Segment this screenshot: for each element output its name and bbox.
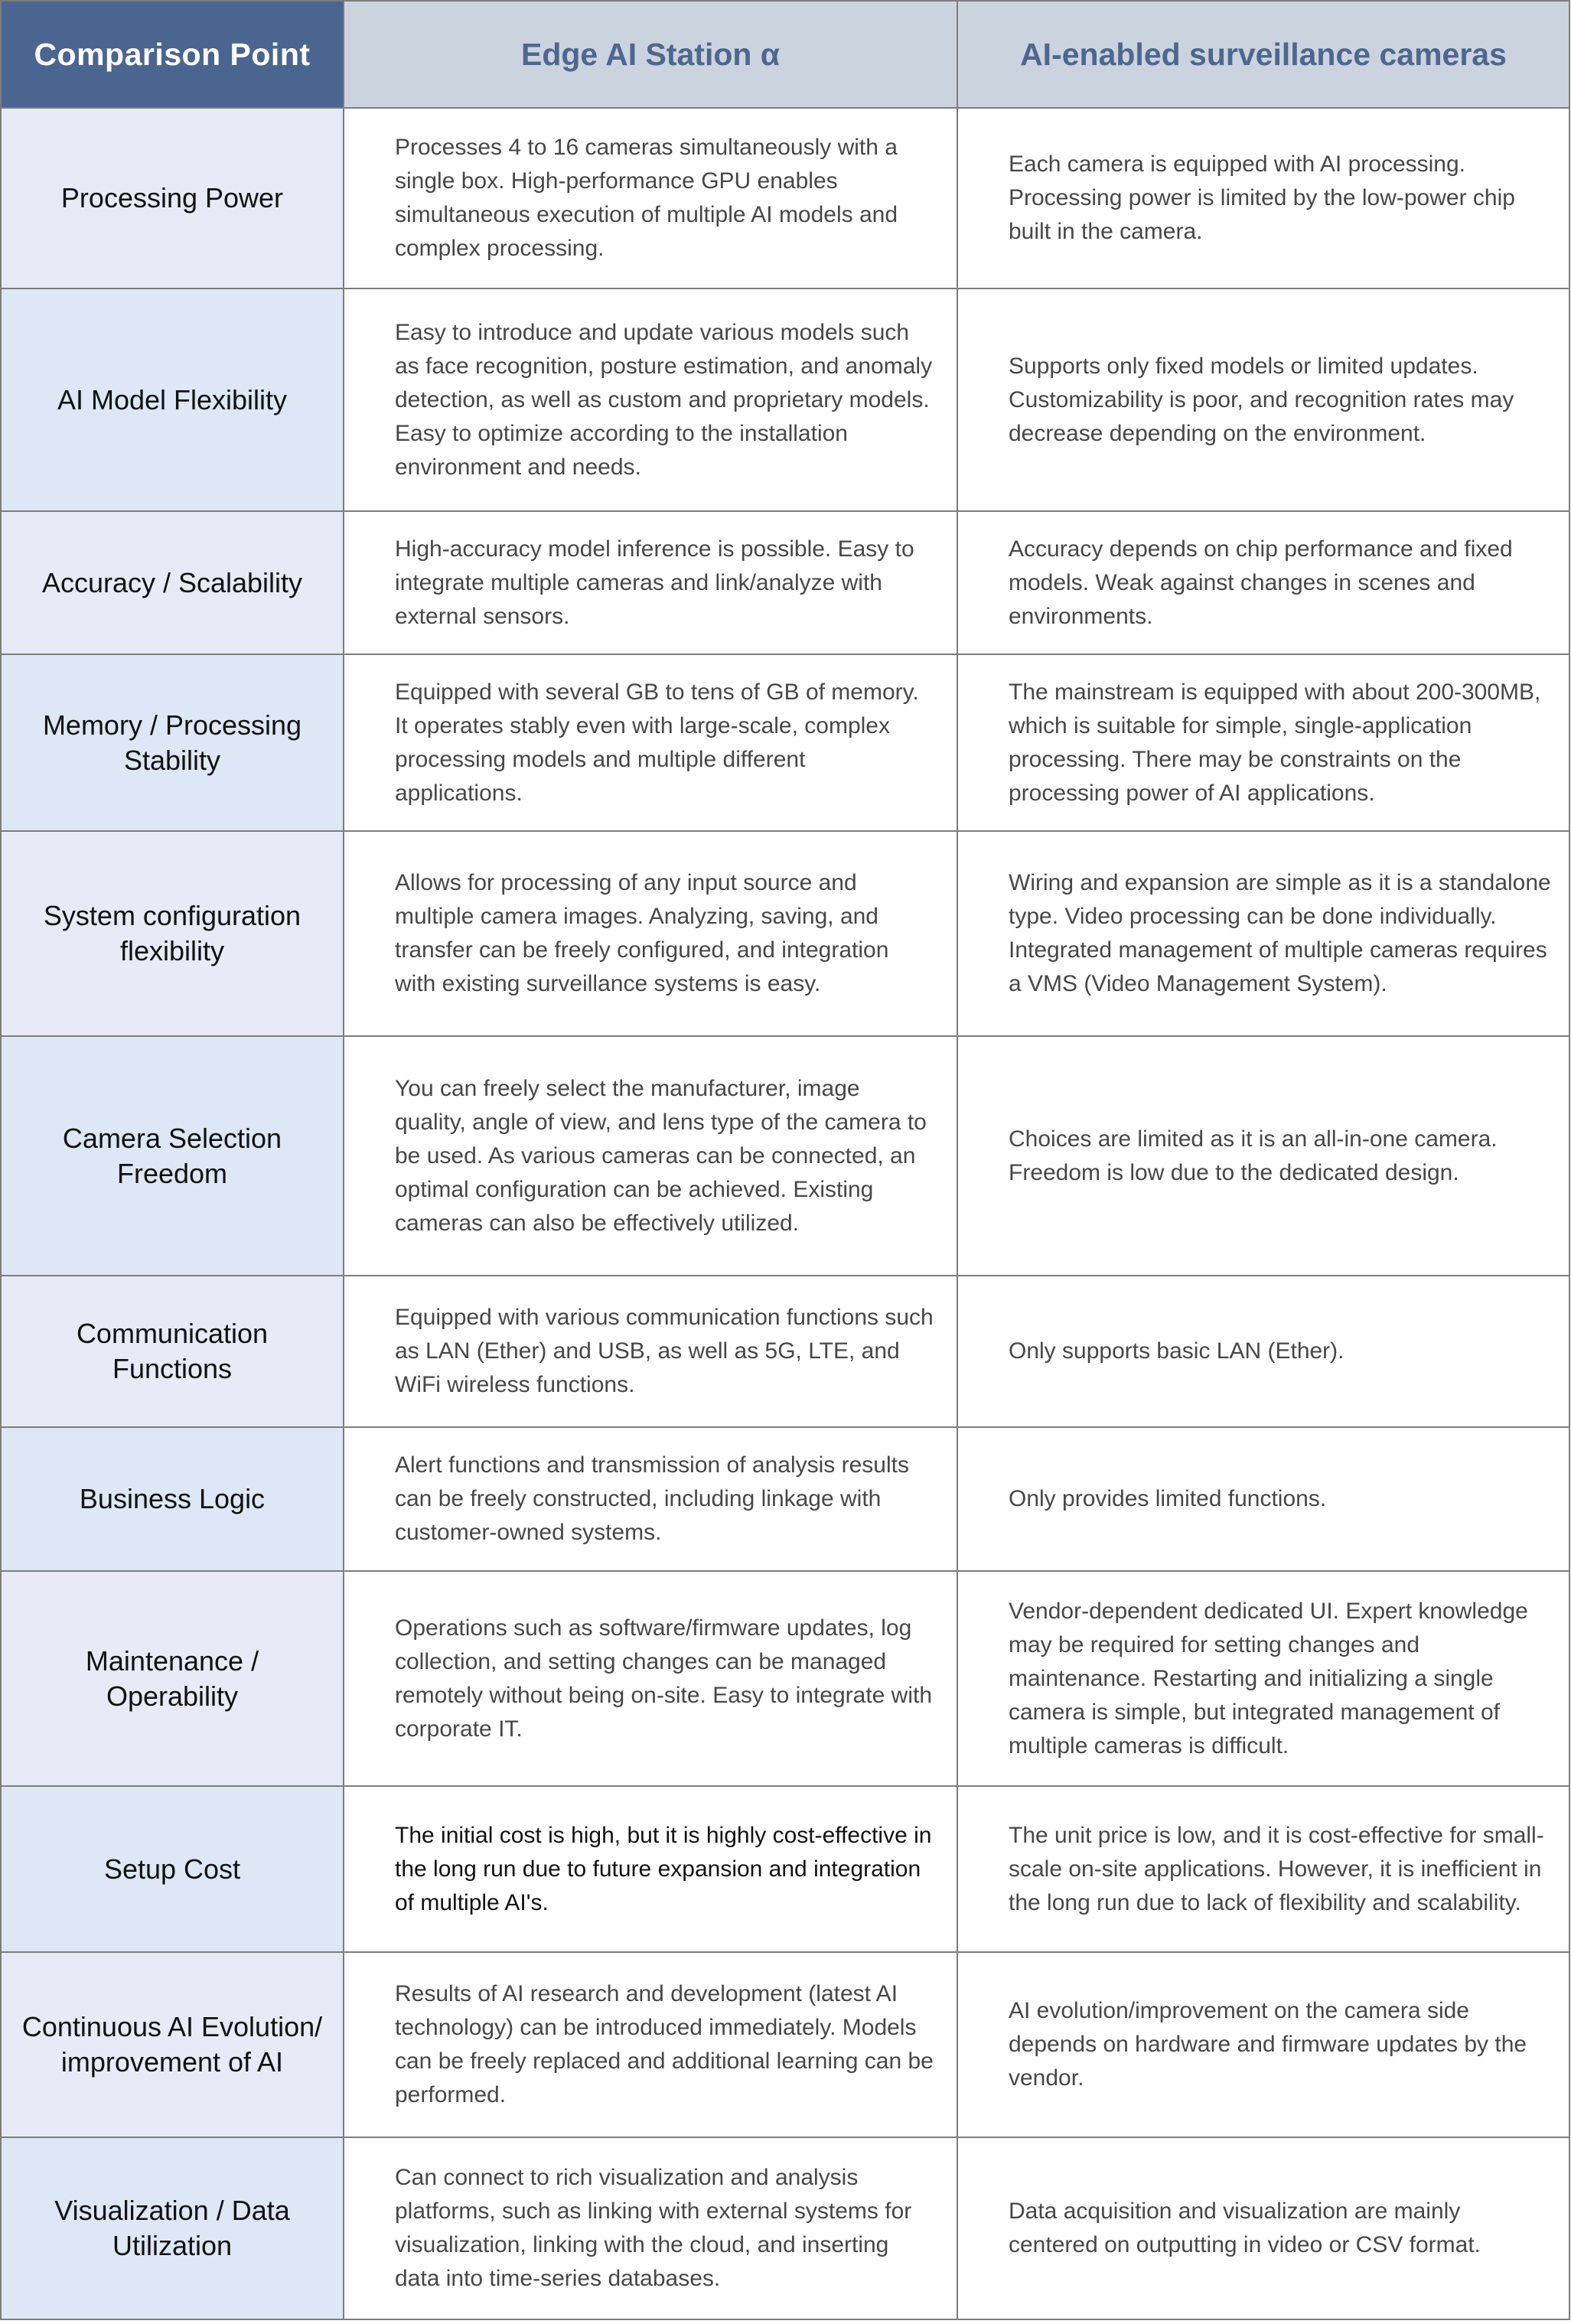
- table-row: [1, 108, 1569, 288]
- edge-cell: Easy to introduce and update various models such as face recognition, posture estimation, and anomaly detection, as well as custom and proprietary models. Easy to optimize according to the installation environment and needs.: [344, 288, 957, 511]
- row-label: System configuration flexibility: [1, 831, 344, 1036]
- table-row: [1, 2137, 1569, 2319]
- row-label: Maintenance / Operability: [1, 1571, 344, 1786]
- table-row: [1, 1952, 1569, 2137]
- camera-cell: Wiring and expansion are simple as it is a standalone type. Video processing can be done individually. Integrated management of multiple cameras requires a VMS (Video Management System).: [957, 831, 1569, 1036]
- row-label: AI Model Flexibility: [1, 288, 344, 511]
- row-label: Continuous AI Evolution/ improvement of AI: [1, 1952, 344, 2137]
- edge-cell: Operations such as software/firmware updates, log collection, and setting changes can be managed remotely without being on-site. Easy to integrate with corporate IT.: [344, 1571, 957, 1786]
- camera-cell: Only provides limited functions.: [957, 1427, 1569, 1571]
- row-label: Camera Selection Freedom: [1, 1036, 344, 1276]
- edge-cell: High-accuracy model inference is possible. Easy to integrate multiple cameras and link/analyze with external sensors.: [344, 511, 957, 654]
- header-comparison-point: Comparison Point: [1, 1, 344, 108]
- camera-cell: Accuracy depends on chip performance and fixed models. Weak against changes in scenes and environments.: [957, 511, 1569, 654]
- table-row: [1, 1036, 1569, 1276]
- row-label: Business Logic: [1, 1427, 344, 1571]
- edge-cell: You can freely select the manufacturer, image quality, angle of view, and lens type of the camera to be used. As various cameras can be connected, an optimal configuration can be achieved. Existing cameras can also be effectively utilized.: [344, 1036, 957, 1276]
- camera-cell: AI evolution/improvement on the camera side depends on hardware and firmware updates by the vendor.: [957, 1952, 1569, 2137]
- camera-cell: Only supports basic LAN (Ether).: [957, 1276, 1569, 1427]
- row-label: Accuracy / Scalability: [1, 511, 344, 654]
- table-row: [1, 1276, 1569, 1427]
- camera-cell: Each camera is equipped with AI processing. Processing power is limited by the low-power chip built in the camera.: [957, 108, 1569, 288]
- camera-cell: Choices are limited as it is an all-in-one camera. Freedom is low due to the dedicated design.: [957, 1036, 1569, 1276]
- edge-cell: Allows for processing of any input source and multiple camera images. Analyzing, saving, and transfer can be freely configured, and integration with existing surveillance systems is easy.: [344, 831, 957, 1036]
- row-label: Processing Power: [1, 108, 344, 288]
- table-row: [1, 511, 1569, 654]
- edge-cell: Equipped with several GB to tens of GB of memory. It operates stably even with large-scale, complex processing models and multiple different applications.: [344, 654, 957, 831]
- header-row: [1, 1, 1569, 108]
- table-row: [1, 288, 1569, 511]
- table-row: [1, 1786, 1569, 1952]
- table-row: [1, 831, 1569, 1036]
- row-label: Visualization / Data Utilization: [1, 2137, 344, 2319]
- edge-cell: The initial cost is high, but it is highly cost-effective in the long run due to future expansion and integration of multiple AI's.: [344, 1786, 957, 1952]
- camera-cell: The unit price is low, and it is cost-effective for small-scale on-site applications. However, it is inefficient in the long run due to lack of flexibility and scalability.: [957, 1786, 1569, 1952]
- edge-cell: Results of AI research and development (latest AI technology) can be introduced immediately. Models can be freely replaced and additional learning can be performed.: [344, 1952, 957, 2137]
- header-ai-cameras: AI-enabled surveillance cameras: [957, 1, 1569, 108]
- edge-cell: Alert functions and transmission of analysis results can be freely constructed, including linkage with customer-owned systems.: [344, 1427, 957, 1571]
- row-label: Memory / Processing Stability: [1, 654, 344, 831]
- table-row: [1, 1571, 1569, 1786]
- table-row: [1, 654, 1569, 831]
- camera-cell: Supports only fixed models or limited updates. Customizability is poor, and recognition rates may decrease depending on the environment.: [957, 288, 1569, 511]
- edge-cell: Can connect to rich visualization and analysis platforms, such as linking with external systems for visualization, linking with the cloud, and inserting data into time-series databases.: [344, 2137, 957, 2319]
- edge-cell: Equipped with various communication functions such as LAN (Ether) and USB, as well as 5G, LTE, and WiFi wireless functions.: [344, 1276, 957, 1427]
- row-label: Setup Cost: [1, 1786, 344, 1952]
- edge-cell: Processes 4 to 16 cameras simultaneously with a single box. High-performance GPU enables simultaneous execution of multiple AI models and complex processing.: [344, 108, 957, 288]
- row-label: Communication Functions: [1, 1276, 344, 1427]
- camera-cell: The mainstream is equipped with about 200-300MB, which is suitable for simple, single-application processing. There may be constraints on the processing power of AI applications.: [957, 654, 1569, 831]
- camera-cell: Vendor-dependent dedicated UI. Expert knowledge may be required for setting changes and maintenance. Restarting and initializing a single camera is simple, but integrated management of multiple cameras is difficult.: [957, 1571, 1569, 1786]
- camera-cell: Data acquisition and visualization are mainly centered on outputting in video or CSV format.: [957, 2137, 1569, 2319]
- table-row: [1, 1427, 1569, 1571]
- header-edge-ai-station: Edge AI Station α: [344, 1, 957, 108]
